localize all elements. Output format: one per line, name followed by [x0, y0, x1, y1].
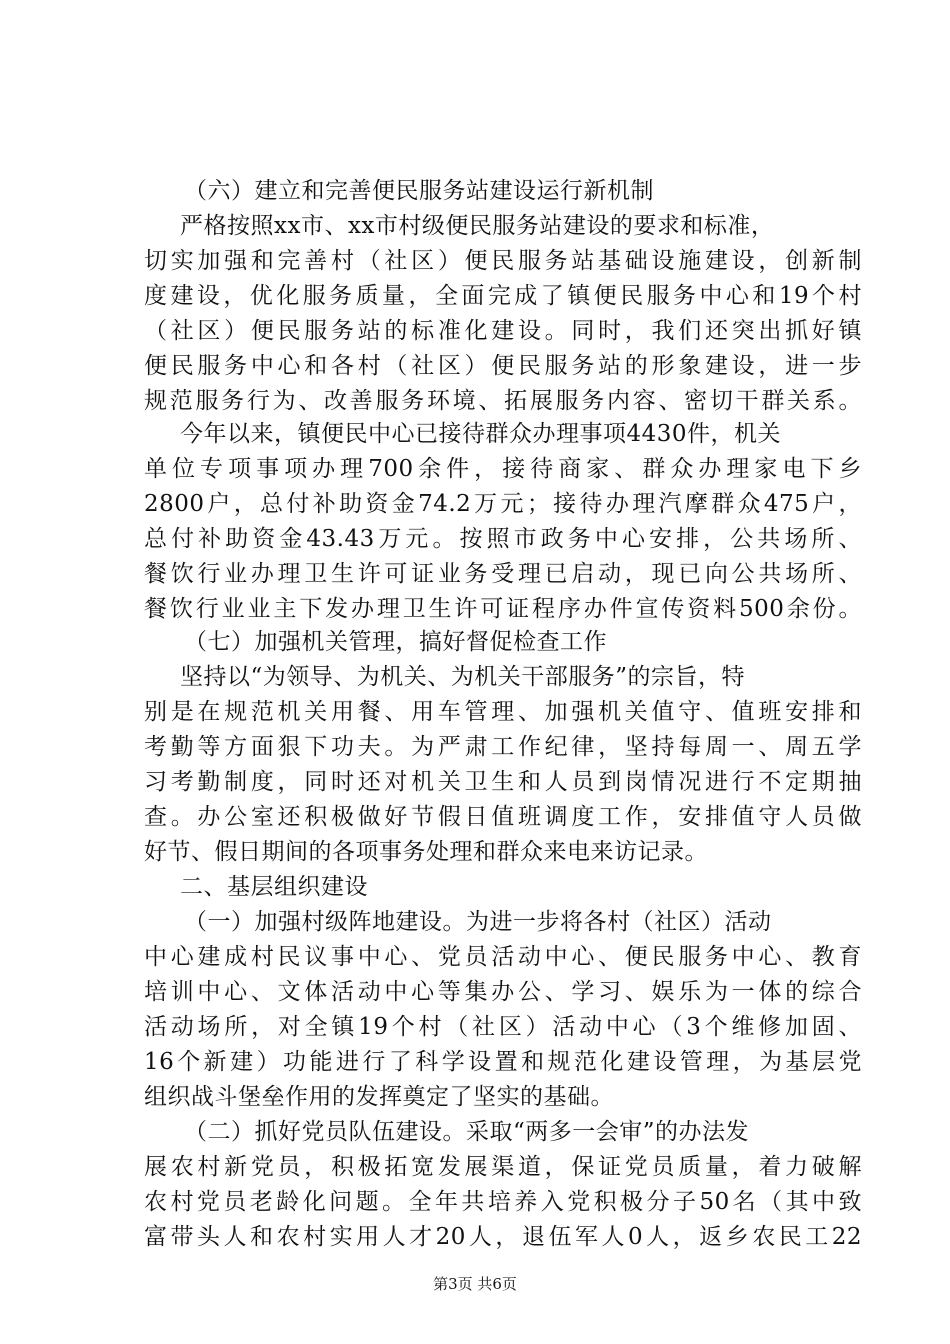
- text-line: 餐饮行业业主下发办理卫生许可证程序办件宣传资料500余份。: [144, 596, 862, 622]
- text-line: 别是在规范机关用餐、用车管理、加强机关值守、值班安排和: [144, 699, 862, 725]
- text-line: 总付补助资金43.43万元。按照市政务中心安排，公共场所、: [144, 526, 862, 552]
- text-line: 培训中心、文体活动中心等集办公、学习、娱乐为一体的综合: [144, 979, 862, 1005]
- page-number-footer: 第3页 共6页: [433, 1275, 517, 1293]
- section-heading: （七）加强机关管理，搞好督促检查工作: [184, 629, 607, 655]
- text-line: 16个新建）功能进行了科学设置和规范化建设管理，为基层党: [144, 1049, 862, 1075]
- text-line: （一）加强村级阵地建设。为进一步将各村（社区）活动: [184, 909, 772, 935]
- section-heading: 二、基层组织建设: [180, 874, 368, 900]
- text-line: 单位专项事项办理700余件，接待商家、群众办理家电下乡: [144, 456, 862, 482]
- text-line: （社区）便民服务站的标准化建设。同时，我们还突出抓好镇: [144, 318, 862, 344]
- text-line: （二）抓好党员队伍建设。采取“两多一会审”的办法发: [184, 1119, 750, 1145]
- text-line: 展农村新党员，积极拓宽发展渠道，保证党员质量，着力破解: [144, 1154, 862, 1180]
- text-line: 餐饮行业办理卫生许可证业务受理已启动，现已向公共场所、: [144, 561, 862, 587]
- text-line: 富带头人和农村实用人才20人，退伍军人0人，返乡农民工22: [144, 1224, 862, 1250]
- text-line: 便民服务中心和各村（社区）便民服务站的形象建设，进一步: [144, 353, 862, 379]
- text-line: 严格按照xx市、xx市村级便民服务站建设的要求和标准，: [180, 213, 775, 239]
- text-line: 好节、假日期间的各项事务处理和群众来电来访记录。: [144, 839, 708, 865]
- text-line: 中心建成村民议事中心、党员活动中心、便民服务中心、教育: [144, 944, 862, 970]
- section-management-and-organization: [144, 625, 862, 1255]
- text-line: 组织战斗堡垒作用的发挥奠定了坚实的基础。: [144, 1084, 614, 1110]
- text-line: 考勤等方面狠下功夫。为严肃工作纪律，坚持每周一、周五学: [144, 734, 862, 760]
- heading-six: [172, 174, 862, 209]
- paragraph-statistics: [144, 417, 862, 627]
- text-line: 坚持以“为领导、为机关、为机关干部服务”的宗旨，特: [180, 664, 746, 690]
- text-line: 2800户，总付补助资金74.2万元；接待办理汽摩群众475户，: [144, 491, 862, 517]
- text-line: 度建设，优化服务质量，全面完成了镇便民服务中心和19个村: [144, 283, 862, 309]
- paragraph-service-stations: [144, 209, 862, 419]
- text-line: 活动场所，对全镇19个村（社区）活动中心（3个维修加固、: [144, 1014, 862, 1040]
- text-line: （六）建立和完善便民服务站建设运行新机制: [184, 178, 654, 204]
- text-line: 农村党员老龄化问题。全年共培养入党积极分子50名（其中致: [144, 1189, 862, 1215]
- text-line: 查。办公室还积极做好节假日值班调度工作，安排值守人员做: [144, 804, 862, 830]
- text-line: 规范服务行为、改善服务环境、拓展服务内容、密切干群关系。: [144, 388, 862, 414]
- text-line: 切实加强和完善村（社区）便民服务站基础设施建设，创新制: [144, 248, 862, 274]
- text-line: 今年以来，镇便民中心已接待群众办理事项4430件，机关: [180, 421, 782, 447]
- text-line: 习考勤制度，同时还对机关卫生和人员到岗情况进行不定期抽: [144, 769, 862, 795]
